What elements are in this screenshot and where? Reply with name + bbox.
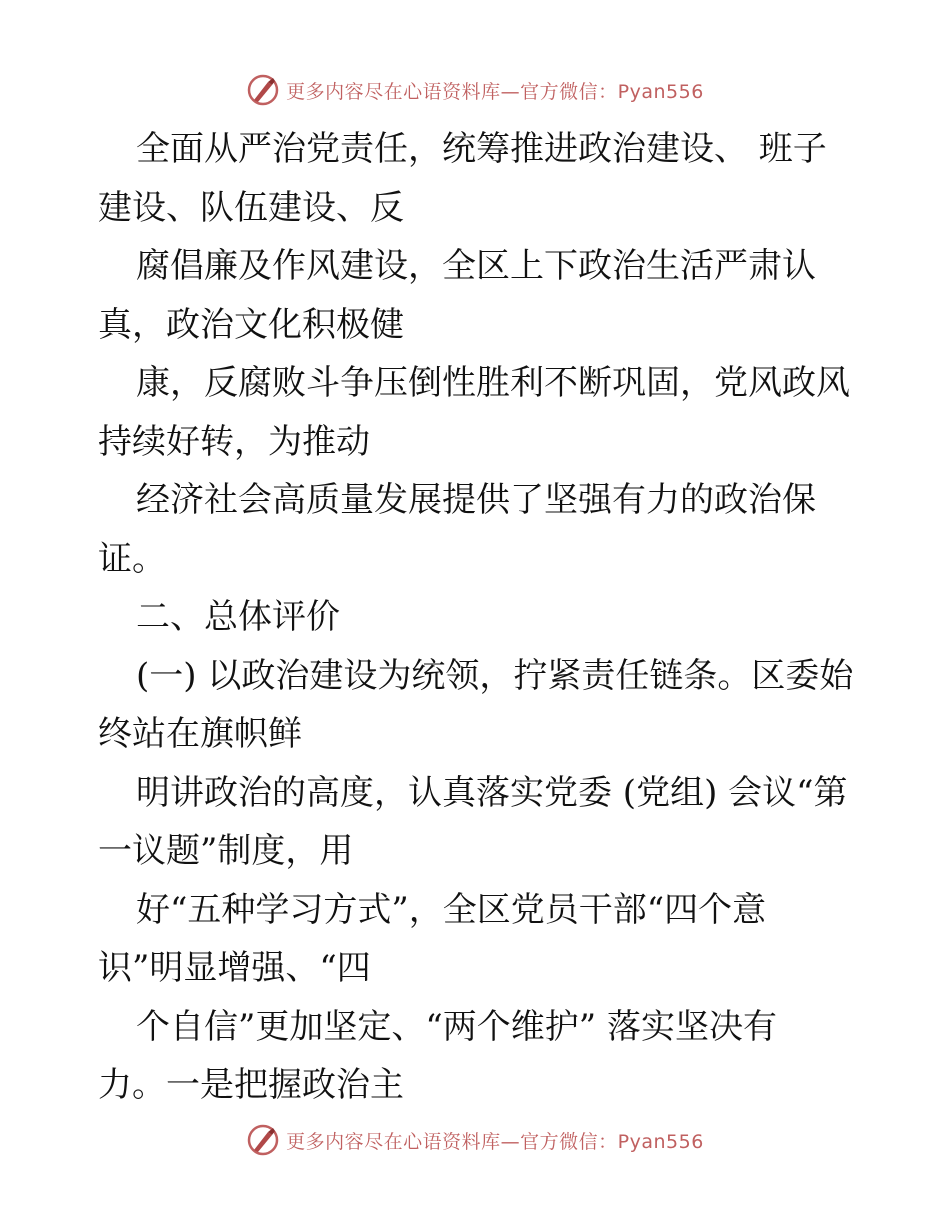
text-line: 二、总体评价 — [136, 597, 340, 637]
text-line: 康，反腐败斗争压倒性胜利不断巩固，党风政风 — [136, 363, 850, 403]
text-line: 个自信”更加坚定、“两个维护” 落实坚决有 — [136, 1006, 777, 1047]
text-line: 经济社会高质量发展提供了坚强有力的政治保 — [136, 480, 816, 520]
text-line: 腐倡廉及作风建设，全区上下政治生活严肃认 — [136, 246, 816, 286]
text-line: 建设、队伍建设、反 — [98, 187, 404, 228]
text-line: 识”明显增强、“四 — [98, 948, 371, 988]
text-line: 力。一是把握政治主 — [98, 1065, 404, 1105]
document-body — [98, 120, 858, 1115]
text-line: 一议题”制度，用 — [98, 831, 354, 871]
footer-watermark — [0, 1120, 950, 1160]
text-line: 证。 — [98, 538, 166, 579]
text-line: 终站在旗帜鲜 — [98, 714, 302, 754]
text-line: 真，政治文化积极健 — [98, 304, 404, 345]
text-line: 明讲政治的高度，认真落实党委 (党组) 会议“第 — [136, 772, 848, 813]
text-line: 持续好转，为推动 — [98, 421, 370, 462]
watermark-text: 更多内容尽在心语资料库—官方微信：Pyan556 — [286, 80, 704, 103]
quill-pen-logo-icon — [246, 73, 280, 107]
text-line: (一) 以政治建设为统领，拧紧责任链条。区委始 — [136, 655, 854, 696]
header-watermark — [0, 70, 950, 110]
text-line: 全面从严治党责任，统筹推进政治建设、 班子 — [136, 129, 827, 169]
watermark-text: 更多内容尽在心语资料库—官方微信：Pyan556 — [286, 1130, 704, 1153]
quill-pen-logo-icon — [246, 1123, 280, 1157]
text-line: 好“五种学习方式”，全区党员干部“四个意 — [136, 889, 767, 930]
